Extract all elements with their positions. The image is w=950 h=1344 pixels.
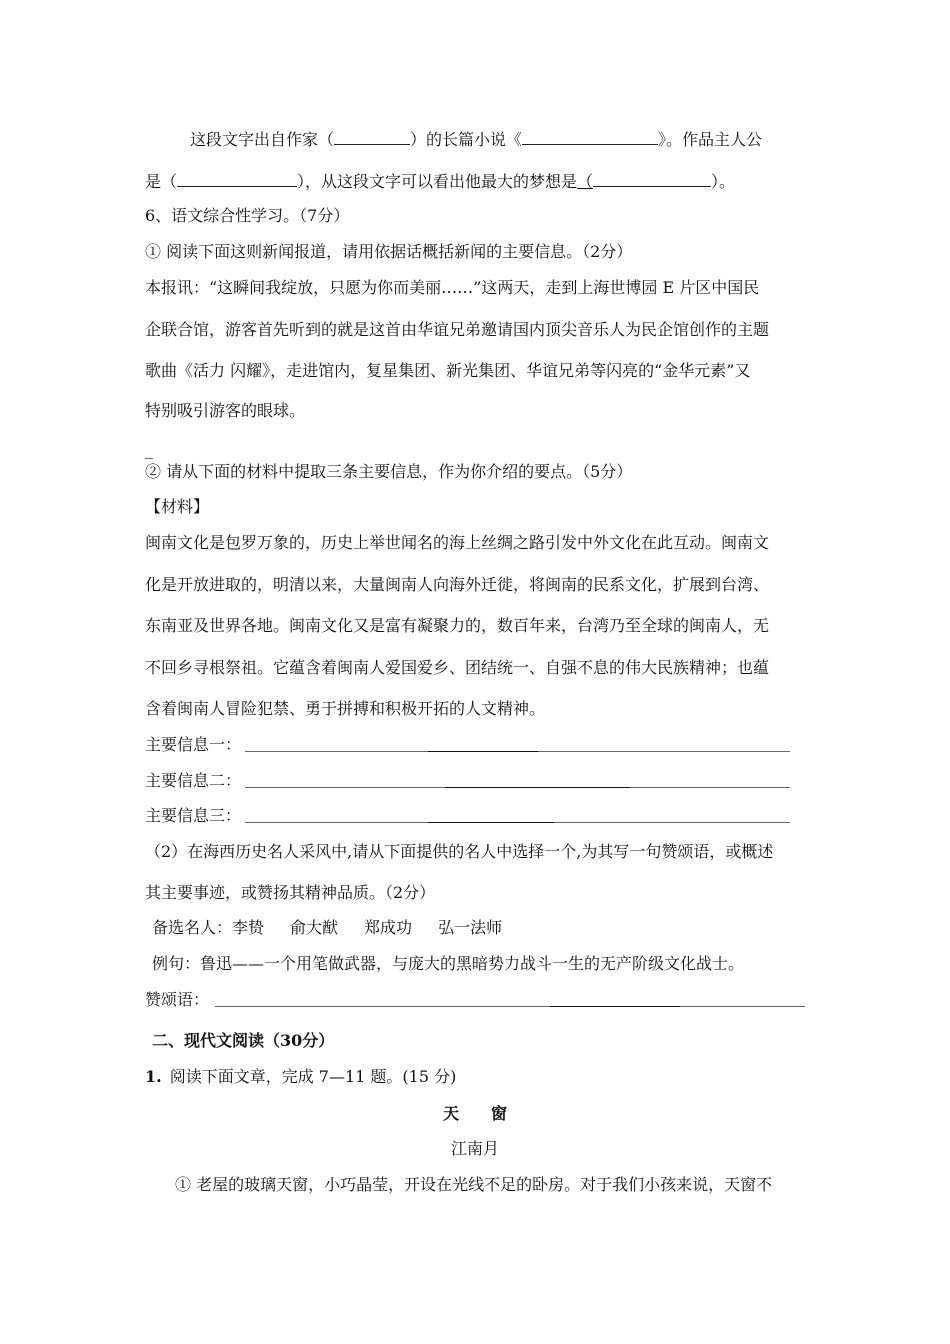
part2-line-2: 其主要事迹，或赞扬其精神品质。（2分） (145, 883, 436, 902)
q6-sub2: ② 请从下面的材料中提取三条主要信息，作为你介绍的要点。（5分） (145, 462, 633, 481)
info-3-answer-mark (428, 821, 554, 823)
news-line-1: 本报讯：“这瞬间我绽放，只愿为你而美丽……”这两天，走到上海世博园 E 片区中国民 (145, 278, 760, 297)
candidate-1: 李贽 (232, 918, 265, 937)
fill-in-line-2 (145, 170, 735, 192)
info-1-label: 主要信息一： (145, 735, 242, 754)
text: ），从这段文字可以看出他最大的梦想是 (297, 172, 578, 191)
article-paragraph-1: ① 老屋的玻璃天窗，小巧晶莹，开设在光线不足的卧房。对于我们小孩来说，天窗不 (175, 1175, 773, 1194)
novel-blank[interactable] (522, 128, 658, 145)
praise-answer-line[interactable] (215, 1005, 805, 1007)
text: ）的长篇小说《 (410, 130, 523, 149)
material-line-2: 化是开放进取的，明清以来，大量闽南人向海外迁徙，将闽南的民系文化，扩展到台湾、 (145, 575, 770, 594)
candidates-row (152, 918, 502, 938)
news-line-3: 歌曲《活力 闪耀》，走进馆内，复星集团、新光集团、华谊兄弟等闪亮的“金华元素”又 (145, 361, 751, 380)
protagonist-blank[interactable] (177, 170, 297, 187)
info-2-answer-mark (445, 786, 630, 788)
text: ）。 (711, 172, 736, 191)
info-1-answer-mark (428, 750, 538, 752)
text: 这段文字出自作家（ (190, 130, 335, 149)
q1-number: 1. (145, 1067, 162, 1086)
article-author: 江南月 (450, 1139, 499, 1158)
text: 是（ (145, 172, 178, 191)
material-line-4: 不回乡寻根祭祖。它蕴含着闽南人爱国爱乡、团结统一、自强不息的伟大民族精神；也蕴 (145, 658, 770, 677)
candidate-3: 郑成功 (364, 918, 413, 937)
material-line-3: 东南亚及世界各地。闽南文化又是富有凝聚力的，数百年来，台湾乃至全球的闽南人，无 (145, 616, 770, 635)
info-2-label: 主要信息二： (145, 771, 242, 790)
news-line-2: 企联合馆，游客首先听到的就是这首由华谊兄弟邀请国内顶尖音乐人为民企馆创作的主题 (145, 320, 770, 339)
author-blank[interactable] (334, 128, 410, 145)
section-2-title: 二、现代文阅读（30分） (152, 1031, 335, 1050)
material-line-5: 含着闽南人冒险犯禁、勇于拼搏和积极开拓的人文精神。 (145, 699, 546, 718)
material-line-1: 闽南文化是包罗万象的，历史上举世闻名的海上丝绸之路引发中外文化在此互动。闽南文 (145, 533, 770, 552)
answer-underscore[interactable]: _ (145, 440, 153, 459)
news-line-4: 特别吸引游客的眼球。 (145, 401, 306, 420)
praise-answer-mark (550, 1005, 680, 1007)
q6-sub1: ① 阅读下面这则新闻报道，请用依据话概括新闻的主要信息。（2分） (145, 242, 633, 261)
dream-blank[interactable] (593, 170, 711, 187)
candidate-2: 俞大猷 (290, 918, 339, 937)
part2-line-1: （2）在海西历史名人采风中,请从下面提供的名人中选择一个,为其写一句赞颂语，或概述 (145, 842, 774, 861)
q6-title: 6、语文综合性学习。（7分） (145, 206, 350, 225)
q1-line (145, 1067, 456, 1087)
example-sentence: 例句：鲁迅——一个用笔做武器，与庞大的黑暗势力战斗一生的无产阶级文化战士。 (152, 954, 745, 973)
text: （ (577, 172, 594, 191)
article-title: 天 窗 (442, 1104, 507, 1123)
praise-label: 赞颂语： (145, 990, 210, 1009)
text: 》。作品主人公 (658, 130, 763, 149)
candidates-label: 备选名人： (152, 918, 233, 937)
q1-text: 阅读下面文章，完成 7—11 题。(15 分) (169, 1067, 457, 1086)
material-label: 【材料】 (145, 497, 210, 516)
info-3-label: 主要信息三： (145, 806, 242, 825)
candidate-4: 弘一法师 (438, 918, 503, 937)
fill-in-line-1 (190, 128, 762, 150)
